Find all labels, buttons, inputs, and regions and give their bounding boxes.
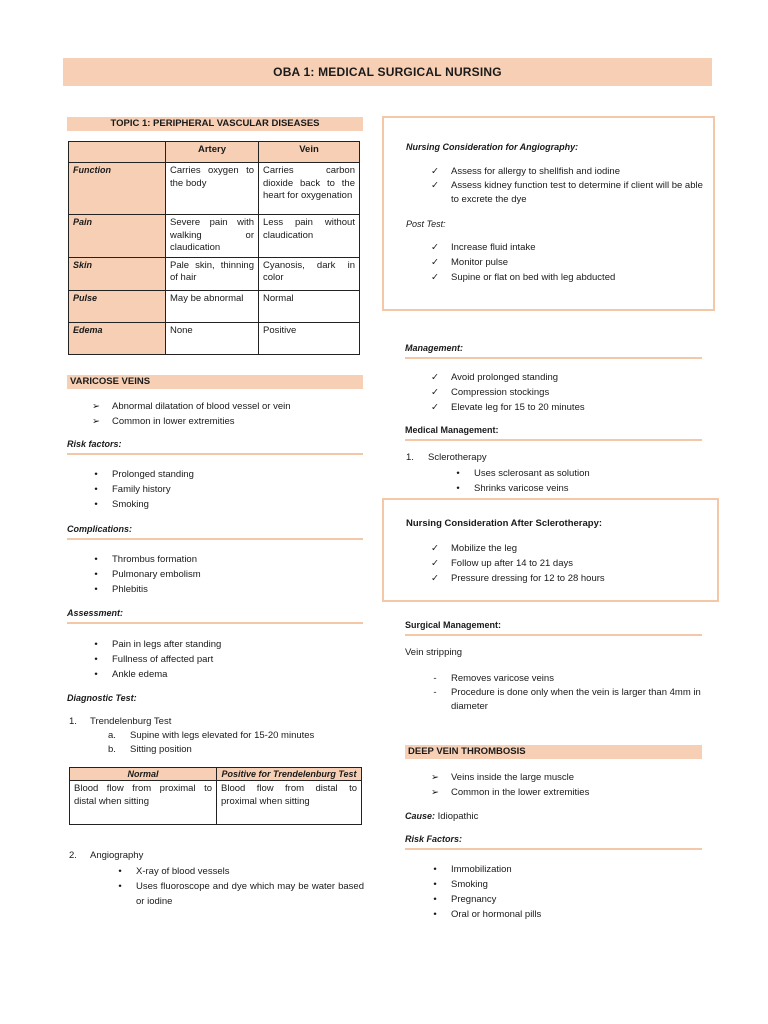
check-icon: ✓	[431, 166, 439, 177]
diag1-sub-marker: b.	[108, 744, 116, 755]
list-item: ✓ Supine or flat on bed with leg abducted	[427, 270, 709, 285]
page-title: OBA 1: MEDICAL SURGICAL NURSING	[63, 58, 712, 86]
arrow-icon: ➢	[431, 787, 439, 798]
divider	[405, 634, 702, 636]
list-item: ➢ Common in lower extremities	[88, 414, 368, 429]
row-label-pulse: Pulse	[69, 290, 166, 322]
table-row	[69, 290, 360, 322]
complications-list	[88, 552, 368, 597]
dash-icon: -	[433, 673, 437, 684]
vein-cell: Less pain without claudication	[259, 215, 360, 258]
table-row	[69, 322, 360, 354]
table-row	[69, 215, 360, 258]
cause-value: Idiopathic	[437, 811, 479, 822]
post-test-list	[427, 240, 709, 285]
dvt-points	[427, 770, 709, 800]
divider	[405, 439, 702, 441]
list-item: • Family history	[88, 482, 368, 497]
divider	[405, 357, 702, 359]
management-list	[427, 370, 709, 415]
table-header-vein: Vein	[259, 142, 360, 163]
bullet-icon: •	[94, 639, 98, 650]
bullet-icon: •	[456, 468, 460, 479]
table-row	[70, 781, 362, 825]
surgical-management-heading: Surgical Management:	[405, 620, 502, 630]
list-item: • Immobilization	[427, 862, 709, 877]
assessment-list	[88, 637, 368, 682]
bullet-icon: •	[94, 669, 98, 680]
diag1-sub-text: Supine with legs elevated for 15-20 minutes	[130, 730, 315, 741]
divider	[67, 538, 363, 540]
medical-management-heading: Medical Management:	[405, 425, 499, 435]
cause-line	[405, 809, 478, 824]
list-item: • X-ray of blood vessels	[112, 864, 364, 879]
divider	[67, 453, 363, 455]
list-item: • Smoking	[88, 497, 368, 512]
vein-cell: Normal	[259, 290, 360, 322]
row-label-edema: Edema	[69, 322, 166, 354]
risk-factors-list	[88, 467, 368, 512]
list-item: • Pregnancy	[427, 892, 709, 907]
list-item: • Fullness of affected part	[88, 652, 368, 667]
bullet-icon: •	[94, 469, 98, 480]
vein-cell: Positive	[259, 322, 360, 354]
diag2-number: 2.	[69, 850, 77, 861]
list-item: • Thrombus formation	[88, 552, 368, 567]
list-item: - Removes varicose veins	[427, 671, 707, 686]
check-icon: ✓	[431, 387, 439, 398]
check-icon: ✓	[431, 242, 439, 253]
bullet-icon: •	[94, 554, 98, 565]
artery-cell: None	[166, 322, 259, 354]
assessment-heading: Assessment:	[67, 608, 124, 618]
list-item: ✓ Compression stockings	[427, 385, 709, 400]
bullet-icon: •	[94, 569, 98, 580]
check-icon: ✓	[431, 272, 439, 283]
list-item: • Phlebitis	[88, 582, 368, 597]
bullet-icon: •	[94, 584, 98, 595]
list-item: • Prolonged standing	[88, 467, 368, 482]
trend-cell-positive: Blood flow from distal to proximal when sitting	[217, 781, 362, 825]
bullet-icon: •	[94, 484, 98, 495]
check-icon: ✓	[431, 257, 439, 268]
diag1-sub-marker: a.	[108, 730, 116, 741]
angiography-list	[112, 864, 364, 909]
artery-vein-table	[68, 141, 360, 355]
angiography-consideration-heading: Nursing Consideration for Angiography:	[406, 142, 579, 152]
check-icon: ✓	[431, 180, 439, 191]
list-item: ✓ Mobilize the leg	[427, 541, 709, 556]
cause-label: Cause:	[405, 811, 436, 821]
trendelenburg-table	[69, 767, 362, 825]
check-icon: ✓	[431, 558, 439, 569]
list-item: ✓ Assess for allergy to shellfish and iodine	[427, 164, 709, 179]
table-row	[69, 257, 360, 290]
list-item: • Pain in legs after standing	[88, 637, 368, 652]
complications-heading: Complications:	[67, 524, 133, 534]
list-item: • Uses sclerosant as solution	[450, 466, 700, 481]
med1-title: Sclerotherapy	[428, 452, 487, 463]
sclerotherapy-consideration-heading: Nursing Consideration After Sclerotherapy:	[406, 518, 603, 529]
surgical-list	[427, 671, 707, 714]
vein-cell: Carries carbon dioxide back to the heart for oxygenation	[259, 163, 360, 215]
bullet-icon: •	[94, 499, 98, 510]
angiography-consideration-list	[427, 164, 709, 207]
divider	[67, 622, 363, 624]
artery-cell: Severe pain with walking or claudication	[166, 215, 259, 258]
artery-cell: Pale skin, thinning of hair	[166, 257, 259, 290]
list-item: ➢ Veins inside the large muscle	[427, 770, 709, 785]
sclerotherapy-list	[450, 466, 700, 496]
check-icon: ✓	[431, 573, 439, 584]
check-icon: ✓	[431, 543, 439, 554]
list-item: • Oral or hormonal pills	[427, 907, 709, 922]
dash-icon: -	[433, 687, 437, 698]
list-item: - Procedure is done only when the vein is larger than 4mm in diameter	[427, 686, 707, 714]
trend-header-positive: Positive for Trendelenburg Test	[217, 768, 362, 781]
list-item: • Uses fluoroscope and dye which may be water based or iodine	[112, 879, 364, 909]
dvt-risk-factors-heading: Risk Factors:	[405, 834, 463, 844]
table-header-blank	[69, 142, 166, 163]
list-item: ➢ Abnormal dilatation of blood vessel or vein	[88, 399, 368, 414]
arrow-icon: ➢	[92, 401, 100, 412]
list-item: ✓ Increase fluid intake	[427, 240, 709, 255]
list-item: ✓ Pressure dressing for 12 to 28 hours	[427, 571, 709, 586]
bullet-icon: •	[118, 866, 122, 877]
list-item: • Ankle edema	[88, 667, 368, 682]
list-item: ✓ Avoid prolonged standing	[427, 370, 709, 385]
list-item: ➢ Common in the lower extremities	[427, 785, 709, 800]
trend-header-normal: Normal	[70, 768, 217, 781]
trend-cell-normal: Blood flow from proximal to distal when sitting	[70, 781, 217, 825]
artery-cell: Carries oxygen to the body	[166, 163, 259, 215]
row-label-pain: Pain	[69, 215, 166, 258]
table-row	[69, 163, 360, 215]
artery-cell: May be abnormal	[166, 290, 259, 322]
list-item: ✓ Monitor pulse	[427, 255, 709, 270]
list-item: ✓ Follow up after 14 to 21 days	[427, 556, 709, 571]
surgical-text: Vein stripping	[405, 647, 463, 658]
list-item: • Shrinks varicose veins	[450, 481, 700, 496]
arrow-icon: ➢	[431, 772, 439, 783]
bullet-icon: •	[433, 864, 437, 875]
diag1-number: 1.	[69, 716, 77, 727]
divider	[405, 848, 702, 850]
arrow-icon: ➢	[92, 416, 100, 427]
dvt-bar: DEEP VEIN THROMBOSIS	[405, 745, 702, 759]
row-label-function: Function	[69, 163, 166, 215]
check-icon: ✓	[431, 372, 439, 383]
diag1-title: Trendelenburg Test	[90, 716, 172, 727]
list-item: ✓ Assess kidney function test to determine if client will be able to excrete the dye	[427, 179, 709, 207]
table-header-artery: Artery	[166, 142, 259, 163]
list-item: ✓ Elevate leg for 15 to 20 minutes	[427, 400, 709, 415]
diag2-title: Angiography	[90, 850, 144, 861]
management-heading: Management:	[405, 343, 464, 353]
bullet-icon: •	[94, 654, 98, 665]
list-item: • Smoking	[427, 877, 709, 892]
list-item: • Pulmonary embolism	[88, 567, 368, 582]
post-test-heading: Post Test:	[406, 219, 446, 229]
bullet-icon: •	[433, 879, 437, 890]
bullet-icon: •	[456, 483, 460, 494]
diag1-sub-text: Sitting position	[130, 744, 192, 755]
diagnostic-test-heading: Diagnostic Test:	[67, 693, 137, 703]
topic1-bar: TOPIC 1: PERIPHERAL VASCULAR DISEASES	[67, 117, 363, 131]
risk-factors-heading: Risk factors:	[67, 439, 122, 449]
dvt-risk-list	[427, 862, 709, 922]
sclerotherapy-consideration-list	[427, 541, 709, 586]
bullet-icon: •	[433, 909, 437, 920]
bullet-icon: •	[433, 894, 437, 905]
check-icon: ✓	[431, 402, 439, 413]
row-label-skin: Skin	[69, 257, 166, 290]
med1-number: 1.	[406, 452, 414, 463]
bullet-icon: •	[118, 881, 122, 892]
varicose-points	[88, 399, 368, 429]
varicose-veins-bar: VARICOSE VEINS	[67, 375, 363, 389]
vein-cell: Cyanosis, dark in color	[259, 257, 360, 290]
